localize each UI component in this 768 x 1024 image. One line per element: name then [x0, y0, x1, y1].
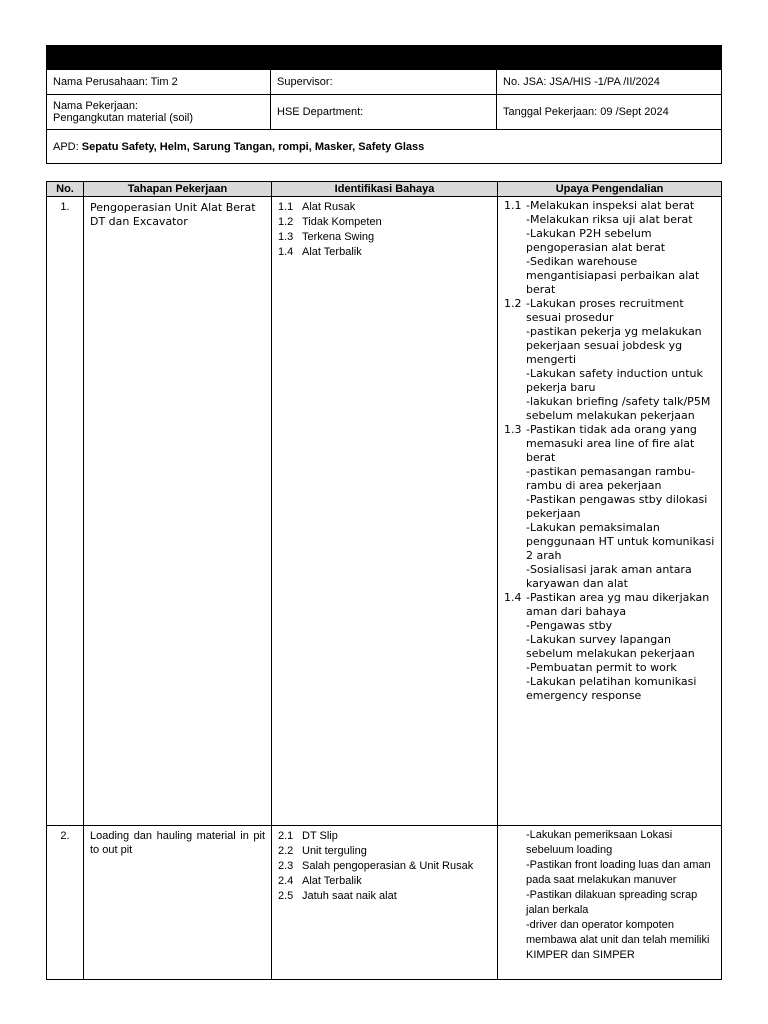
supervisor: Supervisor:: [271, 70, 497, 95]
control-group: 1.3 -Pastikan tidak ada orang yang memasuki area line of fire alat berat -pastikan pemasangan rambu-rambu di area pekerjaan -Pastikan pengawas stby dilokasi pekerjaan -Lakukan pemaksimalan penggunaan HT untuk komunikasi 2 arah -Sosialisasi jarak aman antara karyawan dan alat: [504, 423, 715, 590]
list-item: 1.4 Alat Terbalik: [278, 246, 362, 258]
control-group: 1.1 -Melakukan inspeksi alat berat -Melakukan riksa uji alat berat -Lakukan P2H sebelum pengoperasian alat berat -Sedikan warehouse mengantisiapasi perbaikan alat berat: [504, 199, 700, 296]
list-item: 2.1 DT Slip: [278, 830, 338, 842]
list-item: 2.5 Jatuh saat naik alat: [278, 890, 397, 902]
row-number: 2.: [47, 826, 84, 980]
apd-label: APD:: [53, 140, 79, 153]
hse-department: HSE Department:: [271, 95, 497, 130]
work-date: Tanggal Pekerjaan: 09 /Sept 2024: [497, 95, 722, 130]
control-list: [498, 826, 722, 980]
list-item: -Lakukan pemeriksaan Lokasi sebeluum loading: [526, 829, 673, 856]
row-number: 1.: [47, 197, 84, 826]
list-item: 2.2 Unit terguling: [278, 845, 367, 857]
col-header-hazard: Identifikasi Bahaya: [272, 182, 498, 197]
control-group: 1.2 -Lakukan proses recruitment sesuai prosedur -pastikan pekerja yg melakukan pekerjaan sesuai jobdesk yg mengerti -Lakukan safety induction untuk pekerja baru -lakukan briefing /safety talk/P5M sebelum melakukan pekerjaan: [504, 297, 711, 422]
job-name-value: Pengangkutan material (soil): [53, 112, 194, 124]
job-name: [47, 95, 271, 130]
table-row: [47, 197, 722, 826]
jsa-number: No. JSA: JSA/HIS -1/PA /II/2024: [497, 70, 722, 95]
company-name: Nama Perusahaan: Tim 2: [47, 70, 271, 95]
apd-row: [47, 130, 722, 164]
col-header-no: No.: [47, 182, 84, 197]
control-list: [498, 197, 722, 826]
apd-items: Sepatu Safety, Helm, Sarung Tangan, rompi, Masker, Safety Glass: [81, 140, 425, 153]
list-item: -Pastikan dilakuan spreading scrap jalan berkala: [526, 889, 698, 916]
list-item: 1.1 Alat Rusak: [278, 201, 356, 213]
list-item: -driver dan operator kompoten membawa alat unit dan telah memiliki KIMPER dan SIMPER: [526, 919, 710, 961]
table-row: [47, 826, 722, 980]
control-group: 1.4 -Pastikan area yg mau dikerjakan aman dari bahaya -Pengawas stby -Lakukan survey lapangan sebelum melakukan pekerjaan -Pembuatan permit to work -Lakukan pelatihan komunikasi emergency response: [504, 591, 710, 702]
work-step: Loading dan hauling material in pit to out pit: [84, 826, 272, 980]
work-step: Pengoperasian Unit Alat Berat DT dan Excavator: [84, 197, 272, 826]
hazard-list: [272, 197, 498, 826]
job-name-label: Nama Pekerjaan:: [53, 100, 138, 112]
list-item: 2.4 Alat Terbalik: [278, 875, 362, 887]
hazard-list: [272, 826, 498, 980]
header-title-bar: [47, 46, 722, 70]
list-item: -Pastikan front loading luas dan aman pada saat melakukan manuver: [526, 859, 711, 886]
col-header-step: Tahapan Pekerjaan: [84, 182, 272, 197]
jsa-header-table: [46, 45, 722, 164]
col-header-control: Upaya Pengendalian: [498, 182, 722, 197]
list-item: 1.3 Terkena Swing: [278, 231, 375, 243]
jsa-steps-table: [46, 181, 722, 980]
list-item: 1.2 Tidak Kompeten: [278, 216, 382, 228]
list-item: 2.3 Salah pengoperasian & Unit Rusak: [278, 860, 474, 872]
